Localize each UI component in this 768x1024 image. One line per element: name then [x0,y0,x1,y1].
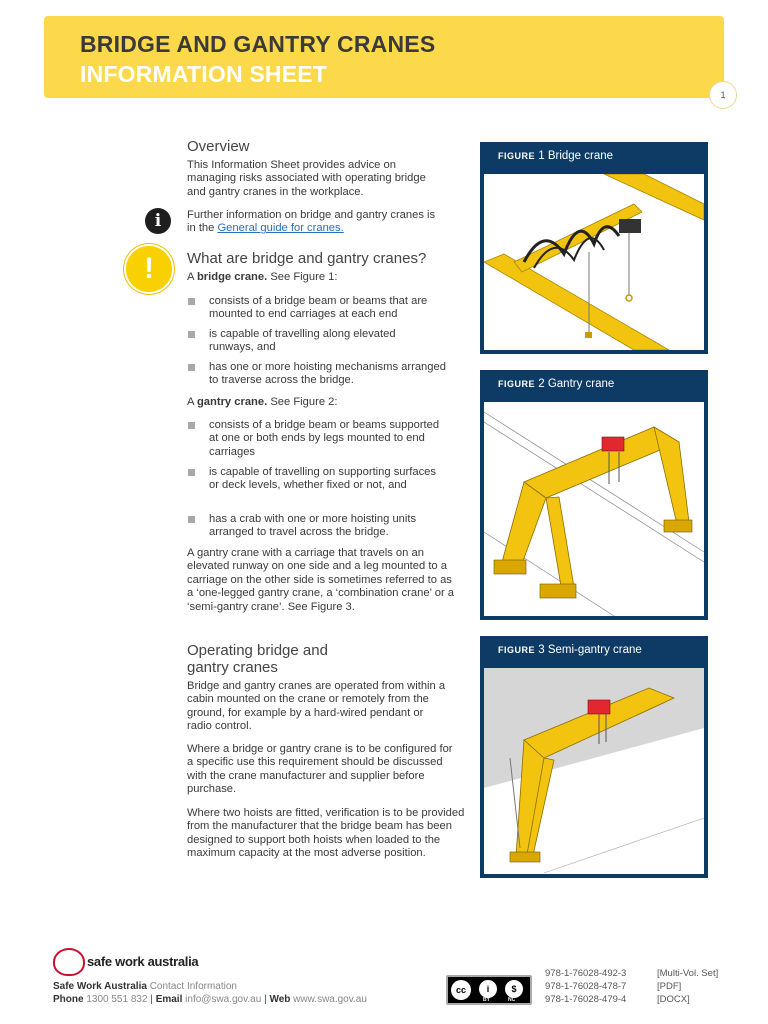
general-guide-link[interactable]: General guide for cranes. [217,222,344,235]
bullet-square-icon [188,516,195,523]
bullet-square-icon [188,422,195,429]
bridge-intro-prefix: A [187,271,197,283]
info-icon: i [145,208,171,234]
info-note-text: Further information on bridge and gantry cranes is in the [187,209,436,235]
operating-para-1: Bridge and gantry cranes are operated from within a cabin mounted on the crane or remotely from the ground, for example by a hard-wired pendant or radio control. [187,680,446,733]
bridge-item-3: has one or more hoisting mechanisms arranged to traverse across the bridge. [187,361,457,388]
figure-3 [480,636,708,878]
email-label: Email [155,994,183,1005]
gantry-intro-suffix: See Figure 2: [267,396,338,408]
operating-para-3: Where two hoists are fitted, verification is to be provided from the manufacturer that the bridge beam has been designed to support both hoists when loaded to the maximum capacity at the most adverse position. [187,807,465,860]
figure-3-caption: FIGURE 3 Semi-gantry crane [498,644,642,656]
bullet-square-icon [188,364,195,371]
gantry-item-2: is capable of travelling on supporting surfaces or deck levels, whether fixed or not, and [187,466,442,493]
logo-text: safe work australia [87,954,199,969]
gantry-term: gantry crane. [196,396,268,408]
bridge-item-1: consists of a bridge beam or beams that are mounted to end carriages at each end [187,295,457,322]
operating-para-2: Where a bridge or gantry crane is to be configured for a specific use this requirement should be discussed with the crane manufacturer and supplier before purchase. [187,743,453,796]
web-label: Web [269,994,291,1005]
isbn-row-2: 978-1-76028-478-7 [PDF] [545,981,682,992]
page-number: 1 [709,81,737,109]
semi-gantry-crane-illustration [484,668,704,874]
gantry-item-3: has a crab with one or more hoisting units arranged to travel across the bridge. [187,513,462,540]
header-banner [44,16,724,98]
bridge-term: bridge crane. [196,271,268,283]
footer-contact-line: Phone 1300 551 832 | Email info@swa.gov.au | Web www.swa.gov.au [53,994,367,1005]
bullet-square-icon [188,298,195,305]
creative-commons-badge [446,975,532,1005]
gantry-intro-prefix: A [187,396,197,408]
attribution-icon: i [479,980,497,998]
gantry-intro [187,396,472,409]
cc-nc-label: NC [508,997,516,1003]
overview-heading: Overview [187,138,250,155]
bullet-square-icon [188,469,195,476]
figure-1-caption: FIGURE 1 Bridge crane [498,150,614,162]
cc-icon: cc [451,980,471,1000]
noncommercial-icon: $ [505,980,523,998]
web-address[interactable]: www.swa.gov.au [293,994,367,1005]
phone-number: 1300 551 832 [86,994,148,1005]
bridge-intro-suffix: See Figure 1: [267,271,338,283]
email-address[interactable]: info@swa.gov.au [185,994,262,1005]
isbn-row-3: 978-1-76028-479-4 [DOCX] [545,994,690,1005]
kangaroo-logo-icon [53,948,85,976]
what-are-heading: What are bridge and gantry cranes? [187,250,427,267]
footer-contact-label: Contact Information [149,981,237,992]
figure-1 [480,142,708,354]
footer-org-line [53,981,237,992]
figure-2-caption: FIGURE 2 Gantry crane [498,378,615,390]
overview-body: This Information Sheet provides advice on managing risks associated with operating bridge and gantry cranes in the workplace. [187,159,426,198]
title-line-2: INFORMATION SHEET [80,61,328,87]
cc-by-label: BY [483,997,490,1003]
phone-label: Phone [53,994,84,1005]
isbn-row-1: 978-1-76028-492-3 [Multi-Vol. Set] [545,968,719,979]
title-line-1: BRIDGE AND GANTRY CRANES [80,31,436,57]
semi-gantry-paragraph: A gantry crane with a carriage that travels on an elevated runway on one side and a leg mounted to a carriage on the other side is sometimes referred to as a ‘one-legged gantry crane, a ‘combination crane’ or a ‘semi-gantry crane’. See Figure 3. [187,547,455,613]
bullet-square-icon [188,331,195,338]
warning-icon: ! [124,244,174,294]
bridge-item-2: is capable of travelling along elevated runways, and [187,328,442,355]
gantry-crane-illustration [484,402,704,616]
bridge-crane-illustration [484,174,704,350]
figure-2 [480,370,708,620]
bridge-intro [187,271,472,284]
gantry-item-1: consists of a bridge beam or beams supported at one or both ends by legs mounted to end carriages [187,419,442,459]
operating-heading-1: Operating bridge and [187,642,328,659]
footer-org: Safe Work Australia [53,981,147,992]
info-note [187,209,437,236]
operating-heading-2: gantry cranes [187,659,278,676]
